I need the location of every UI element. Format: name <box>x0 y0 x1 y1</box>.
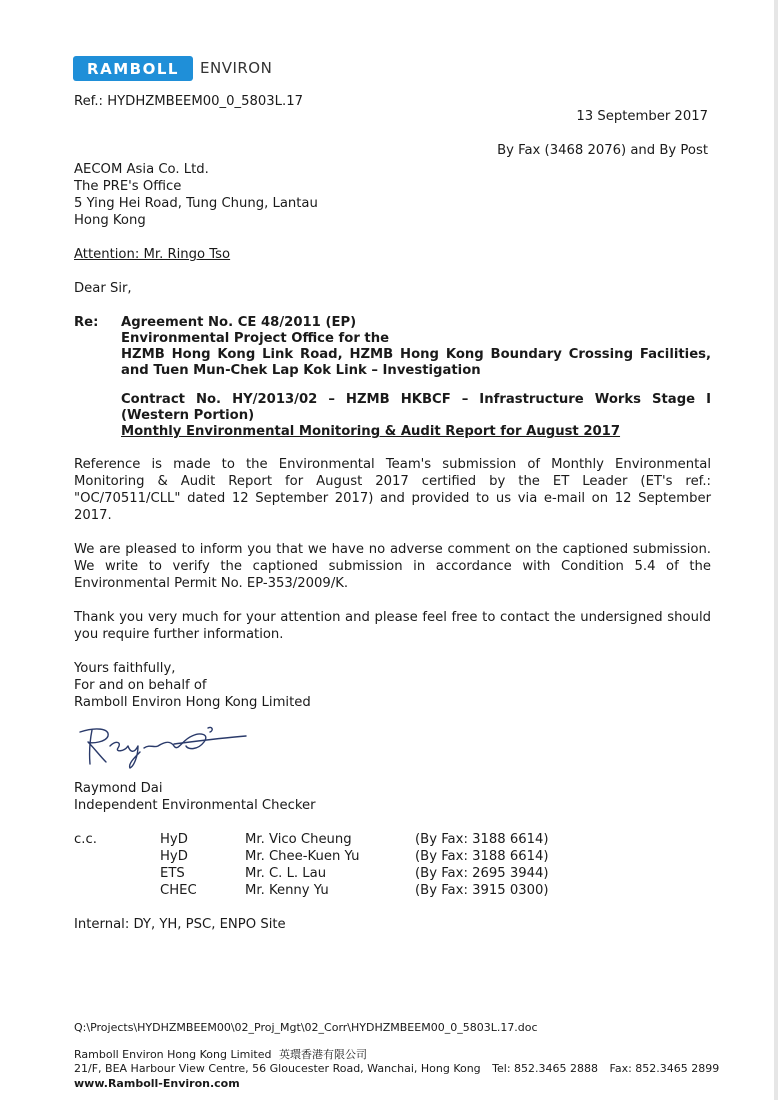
subject-line: Agreement No. CE 48/2011 (EP) <box>121 315 357 330</box>
cc-fax: (By Fax: 3915 0300) <box>415 883 549 898</box>
file-path: Q:\Projects\HYDHZMBEEM00\02_Proj_Mgt\02_Corr\HYDHZMBEEM00_0_5803L.17.doc <box>74 1021 538 1034</box>
ramboll-logo <box>73 56 193 81</box>
body-line: Thank you very much for your attention and please feel free to contact the undersigned should <box>74 610 711 625</box>
cc-name: Mr. C. L. Lau <box>245 866 327 881</box>
cc-row <box>74 831 714 848</box>
subject-line: and Tuen Mun-Chek Lap Kok Link – Investigation <box>121 363 481 378</box>
signatory-title: Independent Environmental Checker <box>74 798 316 813</box>
subject-block-agreement <box>121 315 711 379</box>
scan-edge <box>774 0 778 1100</box>
subject-label: Re: <box>74 315 99 330</box>
recipient-street: 5 Ying Hei Road, Tung Chung, Lantau <box>74 196 318 211</box>
attention-line: Attention: Mr. Ringo Tso <box>74 247 231 262</box>
footer-website: www.Ramboll-Environ.com <box>74 1077 240 1087</box>
letter-date: 13 September 2017 <box>576 109 708 124</box>
recipient-city: Hong Kong <box>74 213 146 228</box>
body-line: you require further information. <box>74 627 284 642</box>
cc-fax: (By Fax: 3188 6614) <box>415 832 549 847</box>
closing-company: Ramboll Environ Hong Kong Limited <box>74 695 311 710</box>
cc-row <box>74 865 714 882</box>
body-paragraph-2 <box>74 541 711 592</box>
footer-tel: Tel: 852.3465 2888 <box>492 1062 599 1075</box>
cc-name: Mr. Chee-Kuen Yu <box>245 849 360 864</box>
closing-line: Yours faithfully, <box>74 661 176 676</box>
delivery-method: By Fax (3468 2076) and By Post <box>497 143 708 158</box>
body-paragraph-3 <box>74 609 711 643</box>
handwritten-signature <box>70 722 250 772</box>
subject-line: (Western Portion) <box>121 408 255 423</box>
body-line: 2017. <box>74 508 112 523</box>
recipient-office: The PRE's Office <box>74 179 182 194</box>
body-paragraph-1 <box>74 456 711 524</box>
subject-block-contract <box>121 392 711 440</box>
salutation: Dear Sir, <box>74 281 132 296</box>
body-line: Monitoring & Audit Report for August 2017 certified by the ET Leader (ET's ref.: <box>74 474 711 489</box>
cc-fax: (By Fax: 2695 3944) <box>415 866 549 881</box>
footer-address: 21/F, BEA Harbour View Centre, 56 Gloucester Road, Wanchai, Hong Kong <box>74 1062 481 1075</box>
footer-company-en: Ramboll Environ Hong Kong Limited <box>74 1048 272 1061</box>
internal-distribution: Internal: DY, YH, PSC, ENPO Site <box>74 917 286 932</box>
body-line: "OC/70511/CLL" dated 12 September 2017) and provided to us via e-mail on 12 September <box>74 491 711 506</box>
footer-company-cn: 英環香港有限公司 <box>278 1048 367 1061</box>
signatory-name: Raymond Dai <box>74 781 163 796</box>
cc-org: HyD <box>160 849 188 864</box>
recipient-company: AECOM Asia Co. Ltd. <box>74 162 209 177</box>
footer-contact <box>74 1062 719 1076</box>
reference-number: Ref.: HYDHZMBEEM00_0_5803L.17 <box>74 94 303 109</box>
logo-brand: RAMBOLL <box>87 59 179 78</box>
footer-company <box>74 1048 367 1062</box>
logo-suffix: ENVIRON <box>200 59 273 77</box>
footer-fax: Fax: 852.3465 2899 <box>609 1062 720 1075</box>
cc-row <box>74 848 714 865</box>
cc-name: Mr. Kenny Yu <box>245 883 329 898</box>
body-line: We write to verify the captioned submission in accordance with Condition 5.4 of the <box>74 559 711 574</box>
cc-label: c.c. <box>74 832 97 847</box>
cc-org: CHEC <box>160 883 197 898</box>
cc-fax: (By Fax: 3188 6614) <box>415 849 549 864</box>
subject-line: Contract No. HY/2013/02 – HZMB HKBCF – Infrastructure Works Stage I <box>121 392 711 407</box>
cc-org: HyD <box>160 832 188 847</box>
subject-line: Environmental Project Office for the <box>121 331 390 346</box>
cc-name: Mr. Vico Cheung <box>245 832 352 847</box>
subject-report-title: Monthly Environmental Monitoring & Audit Report for August 2017 <box>121 424 621 439</box>
closing-line: For and on behalf of <box>74 678 207 693</box>
cc-org: ETS <box>160 866 185 881</box>
cc-row <box>74 882 714 899</box>
body-line: Environmental Permit No. EP-353/2009/K. <box>74 576 349 591</box>
body-line: Reference is made to the Environmental Team's submission of Monthly Environmental <box>74 457 711 472</box>
body-line: We are pleased to inform you that we have no adverse comment on the captioned submission. <box>74 542 711 557</box>
subject-line: HZMB Hong Kong Link Road, HZMB Hong Kong Boundary Crossing Facilities, <box>121 347 711 362</box>
